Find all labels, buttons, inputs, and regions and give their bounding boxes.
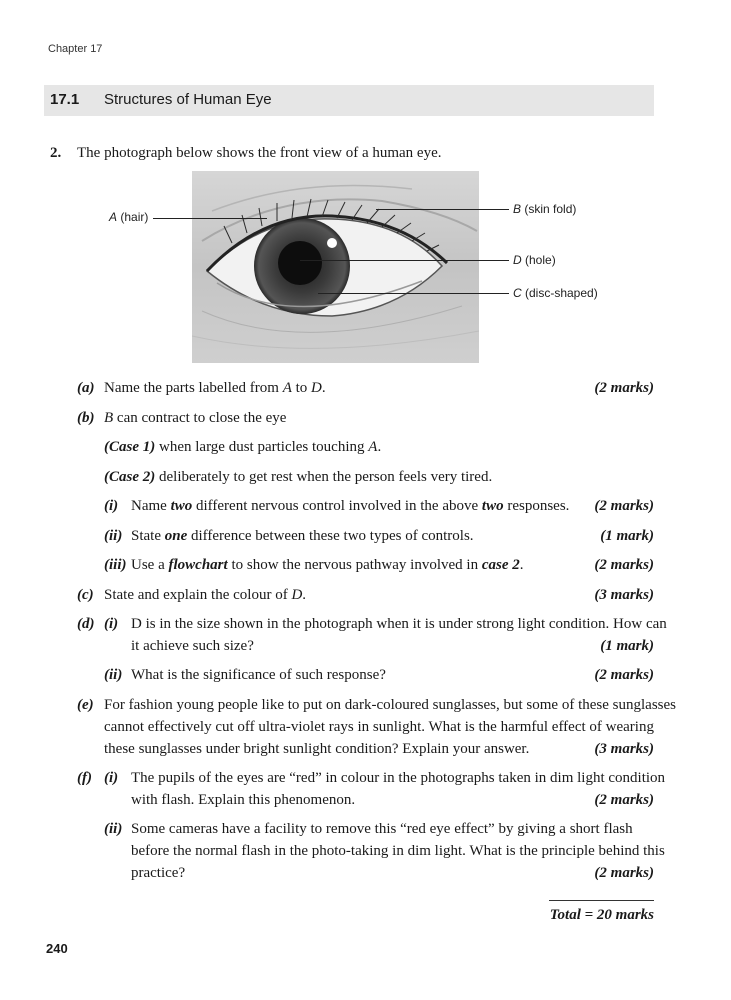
chapter-header: Chapter 17 bbox=[48, 43, 103, 55]
part-b-tag: (b) bbox=[77, 410, 95, 426]
part-d-ii-text: What is the significance of such response? bbox=[131, 667, 386, 683]
part-f-i-marks: (2 marks) bbox=[594, 792, 654, 808]
part-e-line3: these sunglasses under bright sunlight condition? Explain your answer. bbox=[104, 741, 530, 757]
part-f-i-tag: (i) bbox=[104, 770, 119, 786]
section-number: 17.1 bbox=[50, 91, 80, 108]
part-e-line2: cannot effectively cut off ultra-violet rays in sunlight. What is the harmful effect of wearing bbox=[104, 719, 654, 735]
leader-line-a bbox=[153, 218, 267, 219]
part-b-i-text: Name two different nervous control involved in the above two responses. bbox=[131, 498, 570, 514]
leader-line-c bbox=[318, 293, 509, 294]
part-a-tag: (a) bbox=[77, 380, 95, 396]
part-d-ii-tag: (ii) bbox=[104, 667, 123, 683]
leader-line-b bbox=[376, 209, 509, 210]
part-e-marks: (3 marks) bbox=[594, 741, 654, 757]
part-d-ii-marks: (2 marks) bbox=[594, 667, 654, 683]
part-b-i-tag: (i) bbox=[104, 498, 119, 514]
part-d-i-line2: it achieve such size? bbox=[131, 638, 254, 654]
part-f-i-line1: The pupils of the eyes are “red” in colour in the photographs taken in dim light condition bbox=[131, 770, 666, 786]
part-f-ii-marks: (2 marks) bbox=[594, 865, 654, 881]
part-d-i-tag: (i) bbox=[104, 616, 119, 632]
label-c-disc-shaped: C (disc-shaped) bbox=[513, 286, 598, 300]
part-b-ii-tag: (ii) bbox=[104, 528, 123, 544]
part-a-marks: (2 marks) bbox=[594, 380, 654, 396]
section-title: Structures of Human Eye bbox=[104, 91, 272, 108]
part-c-tag: (c) bbox=[77, 587, 94, 603]
part-c-text: State and explain the colour of D. bbox=[104, 587, 307, 603]
part-b-text: B can contract to close the eye bbox=[104, 410, 287, 426]
part-f-ii-line3: practice? bbox=[131, 865, 186, 881]
part-e-line1: For fashion young people like to put on dark-coloured sunglasses, but some of these sunglasses bbox=[104, 697, 676, 713]
part-b-iii-tag: (iii) bbox=[104, 557, 127, 573]
label-b-skin-fold: B (skin fold) bbox=[513, 202, 577, 216]
question-stem: The photograph below shows the front view of a human eye. bbox=[77, 145, 442, 161]
total-marks: Total = 20 marks bbox=[549, 907, 654, 923]
part-f-ii-line2: before the normal flash in the photo-taking in dim light. What is the principle behind this bbox=[131, 843, 665, 859]
part-c-marks: (3 marks) bbox=[594, 587, 654, 603]
section-heading-bar bbox=[44, 85, 654, 116]
part-f-tag: (f) bbox=[77, 770, 92, 786]
question-number: 2. bbox=[50, 145, 62, 161]
label-d-hole: D (hole) bbox=[513, 253, 556, 267]
part-b-iii-marks: (2 marks) bbox=[594, 557, 654, 573]
part-d-i-marks: (1 mark) bbox=[600, 638, 654, 654]
label-a-hair: A (hair) bbox=[109, 210, 149, 224]
part-d-tag: (d) bbox=[77, 616, 95, 632]
part-e-tag: (e) bbox=[77, 697, 94, 713]
part-b-ii-text: State one difference between these two types of controls. bbox=[131, 528, 474, 544]
part-a-text: Name the parts labelled from A to D. bbox=[104, 380, 326, 396]
part-b-case1: (Case 1) when large dust particles touching A. bbox=[104, 439, 382, 455]
part-f-ii-line1: Some cameras have a facility to remove this “red eye effect” by giving a short flash bbox=[131, 821, 633, 837]
part-b-iii-text: Use a flowchart to show the nervous pathway involved in case 2. bbox=[131, 557, 524, 573]
part-d-i-line1: D is in the size shown in the photograph when it is under strong light condition. How can bbox=[131, 616, 667, 632]
leader-line-d bbox=[300, 260, 509, 261]
part-b-i-marks: (2 marks) bbox=[594, 498, 654, 514]
page-number: 240 bbox=[46, 941, 68, 956]
eye-photograph bbox=[192, 171, 479, 363]
part-f-ii-tag: (ii) bbox=[104, 821, 123, 837]
part-f-i-line2: with flash. Explain this phenomenon. bbox=[131, 792, 356, 808]
total-divider bbox=[549, 900, 654, 901]
part-b-ii-marks: (1 mark) bbox=[600, 528, 654, 544]
part-b-case2: (Case 2) deliberately to get rest when the person feels very tired. bbox=[104, 469, 493, 485]
